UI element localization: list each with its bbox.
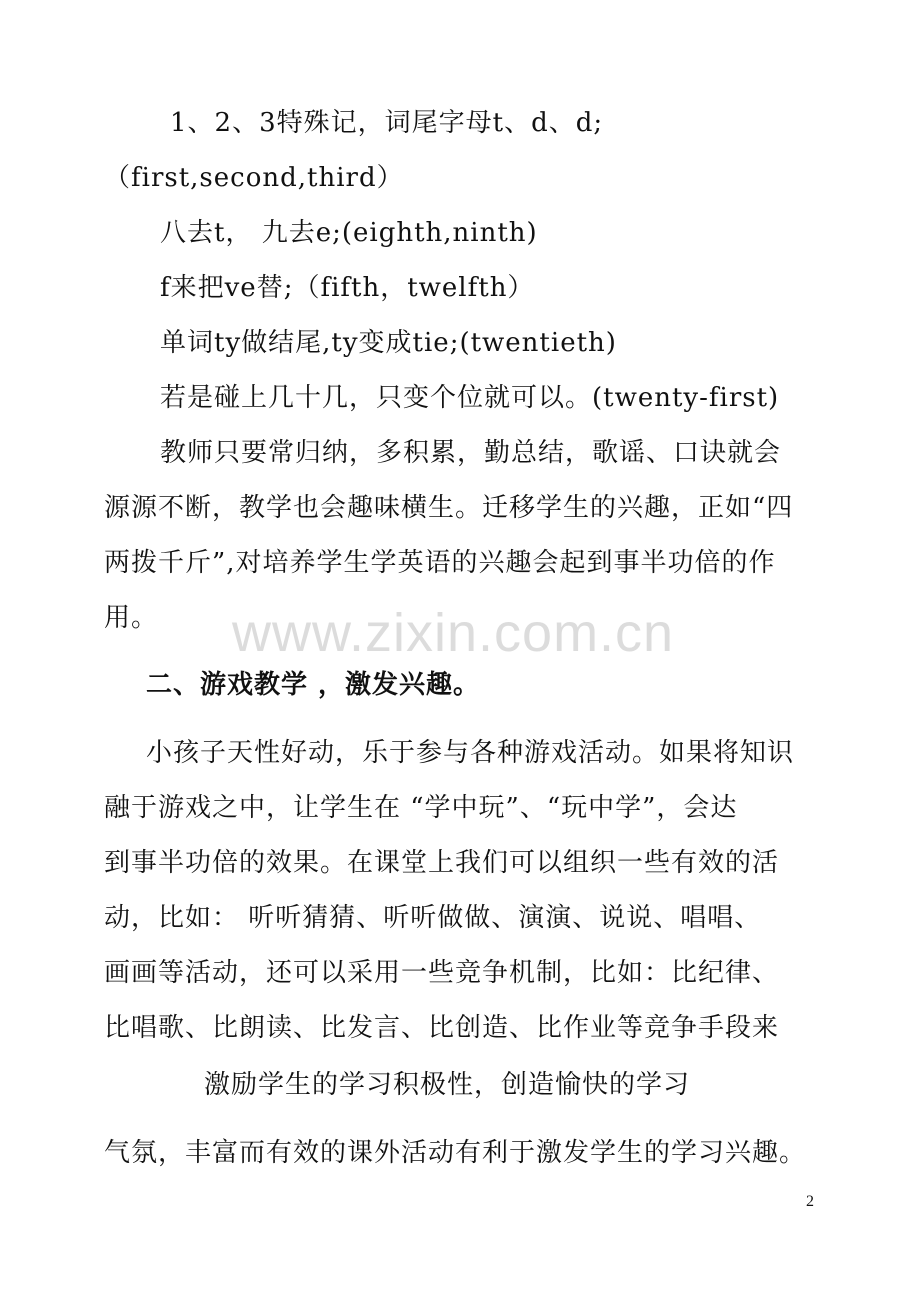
text-line: 小孩子天性好动，乐于参与各种游戏活动。如果将知识 <box>146 738 795 768</box>
text-line: 比唱歌、比朗读、比发言、比创造、比作业等竞争手段来 <box>104 1013 780 1043</box>
text-line: 动，比如： 听听猜猜、听听做做、演演、说说、唱唱、 <box>104 903 762 933</box>
text-line: f来把ve替;（fifth，twelfth） <box>160 273 535 303</box>
text-line: 源源不断，教学也会趣味横生。迁移学生的兴趣，正如“四 <box>104 493 794 523</box>
text-line: 1、2、3特殊记，词尾字母t、d、d; <box>170 108 604 138</box>
text-line: 教师只要常归纳，多积累，勤总结，歌谣、口诀就会 <box>160 438 782 468</box>
text-line: 若是碰上几十几，只变个位就可以。(twenty-first) <box>160 383 780 413</box>
watermark: www.zixin.com.cn <box>232 603 675 663</box>
text-line: 用。 <box>104 603 159 633</box>
text-line: 画画等活动，还可以采用一些竞争机制，比如：比纪律、 <box>104 958 780 988</box>
page-number: 2 <box>806 1193 814 1210</box>
text-line: 激励学生的学习积极性，创造愉快的学习 <box>204 1070 691 1100</box>
text-line: （first,second,third） <box>104 163 404 193</box>
text-line: 单词ty做结尾,ty变成tie;(twentieth) <box>160 328 617 358</box>
section-heading: 二、游戏教学 ，激发兴趣。 <box>146 670 481 700</box>
text-line: 气氛，丰富而有效的课外活动有利于激发学生的学习兴趣。 <box>104 1138 807 1168</box>
text-line: 融于游戏之中，让学生在 “学中玩”、“玩中学”，会达 <box>104 793 738 823</box>
text-line: 八去t， 九去e;(eighth,ninth) <box>160 218 538 248</box>
text-line: 到事半功倍的效果。在课堂上我们可以组织一些有效的活 <box>104 848 780 878</box>
text-line: 两拨千斤”,对培养学生学英语的兴趣会起到事半功倍的作 <box>104 548 776 578</box>
